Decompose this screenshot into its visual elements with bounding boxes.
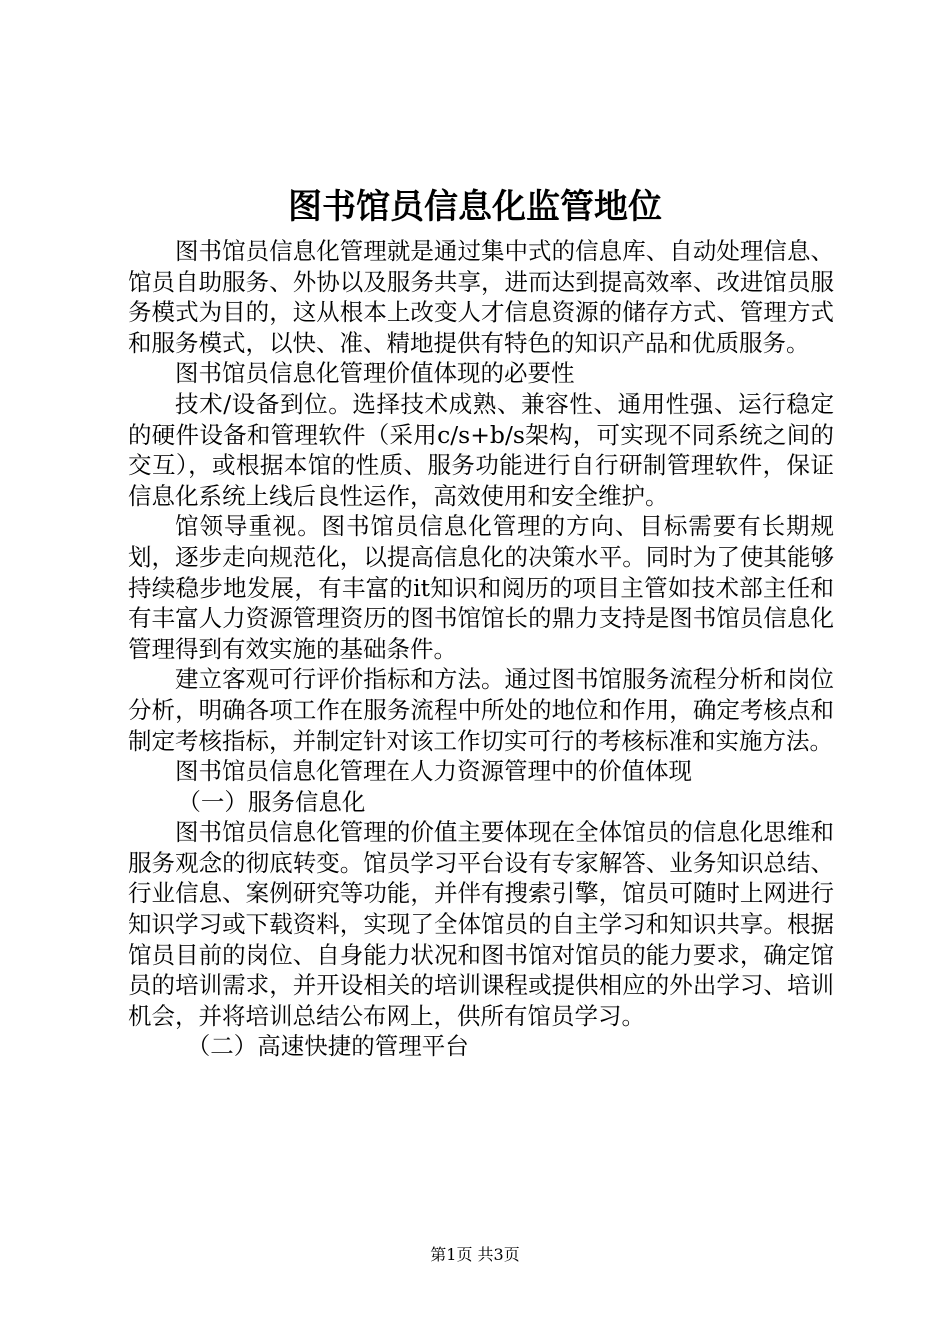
paragraph-service: 图书馆员信息化管理的价值主要体现在全体馆员的信息化思维和服务观念的彻底转变。馆员学习平台设有专家解答、业务知识总结、行业信息、案例研究等功能，并伴有搜索引擎，馆员可随时上网进行知识学习或下载资料，实现了全体馆员的自主学习和知识共享。根据馆员目前的岗位、自身能力状况和图书馆对馆员的能力要求，确定馆员的培训需求，并开设相关的培训课程或提供相应的外出学习、培训机会，并将培训总结公布网上，供所有馆员学习。	[128, 818, 834, 1030]
subsection-heading-service: （一）服务信息化	[177, 787, 366, 816]
page-footer: 第1页 共3页	[430, 1245, 520, 1264]
document-body	[128, 236, 834, 1062]
section-heading-necessity: 图书馆员信息化管理价值体现的必要性	[175, 359, 575, 388]
paragraph-evaluation: 建立客观可行评价指标和方法。通过图书馆服务流程分析和岗位分析，明确各项工作在服务流程中所处的地位和作用，确定考核点和制定考核指标，并制定针对该工作切实可行的考核标准和实施方法。	[128, 665, 834, 755]
section-heading-value: 图书馆员信息化管理在人力资源管理中的价值体现	[175, 757, 692, 786]
paragraph-leadership: 馆领导重视。图书馆员信息化管理的方向、目标需要有长期规划，逐步走向规范化，以提高信息化的决策水平。同时为了使其能够持续稳步地发展，有丰富的it知识和阅历的项目主管如技术部主任和有丰富人力资源管理资历的图书馆馆长的鼎力支持是图书馆员信息化管理得到有效实施的基础条件。	[128, 512, 834, 663]
document-title: 图书馆员信息化监管地位	[288, 187, 662, 227]
paragraph-technology: 技术/设备到位。选择技术成熟、兼容性、通用性强、运行稳定的硬件设备和管理软件（采用c/s+b/s架构，可实现不同系统之间的交互），或根据本馆的性质、服务功能进行自行研制管理软件，保证信息化系统上线后良性运作，高效使用和安全维护。	[128, 389, 834, 510]
subsection-heading-platform: （二）高速快捷的管理平台	[186, 1032, 469, 1061]
paragraph-intro: 图书馆员信息化管理就是通过集中式的信息库、自动处理信息、馆员自助服务、外协以及服务共享，进而达到提高效率、改进馆员服务模式为目的，这从根本上改变人才信息资源的储存方式、管理方式和服务模式，以快、准、精地提供有特色的知识产品和优质服务。	[128, 237, 834, 357]
